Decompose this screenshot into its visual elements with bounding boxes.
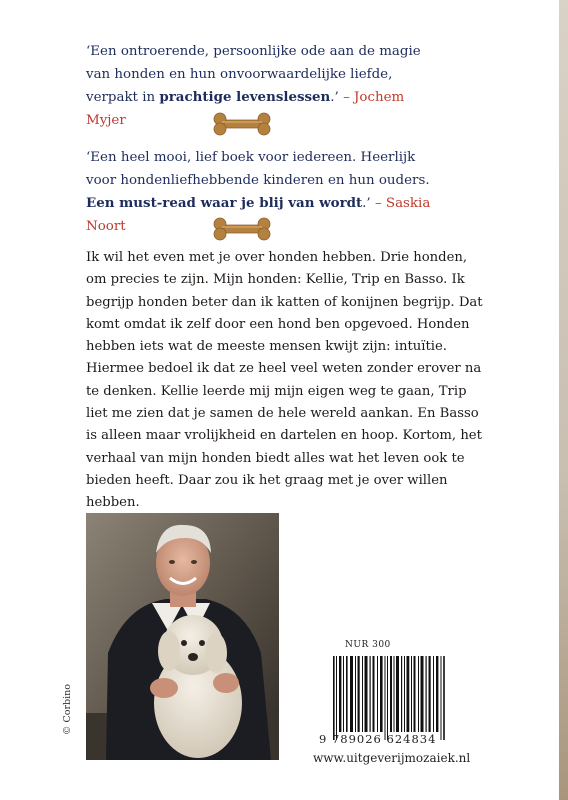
author-with-dog-image <box>86 513 279 760</box>
dog-bone-icon <box>212 112 272 136</box>
barcode-icon <box>333 656 445 740</box>
nur-code: NUR 300 <box>345 640 391 650</box>
blurb-text <box>86 247 486 515</box>
quote-text: ‘Een heel mooi, lief boek voor iedereen. Heerlijk voor hondenliefhebbende kinderen en hun ouders. <box>86 150 430 188</box>
photo-credit: © Corbino <box>62 683 73 735</box>
dog-bone-icon <box>212 217 272 241</box>
publisher-website: www.uitgeverijmozaiek.nl <box>313 751 471 765</box>
quote-bold-text: prachtige levenslessen <box>159 89 331 105</box>
quote-author: – Saskia Noort <box>86 196 431 234</box>
author-photo <box>86 513 279 760</box>
quote-bold-text: Een must-read waar je blij van wordt <box>86 195 363 211</box>
quote-text: ‘Een ontroerende, persoonlijke ode aan de magie van honden en hun onvoorwaardelijke liefde, verpakt in <box>86 44 421 105</box>
isbn-number: 9 789026 624834 <box>319 732 437 746</box>
quote-close: .’ <box>362 196 371 211</box>
blurb-paragraph: Ik wil het even met je over honden hebben. Drie honden, om precies te zijn. Mijn honden: Kellie, Trip en Basso. Ik begrijp honden beter dan ik katten of konijnen begrijp. Dat komt omdat ik zelf door een hond ben opgevoed. Honden hebben iets wat de meeste mensen kwijt zijn: intuïtie. Hiermee bedoel ik dat ze heel veel weten zonder erover na te denken. Kellie leerde mij mijn eigen weg te gaan, Trip liet me zien dat je samen de hele wereld aankan. En Basso is alleen maar vrolijkheid en dartelen en hoop. Kortom, het verhaal van mijn honden biedt alles wat het leven ook te bieden heeft. Daar zou ik het graag met je over willen hebben. <box>86 250 483 511</box>
cover-edge <box>559 0 568 800</box>
quote-author: – Jochem Myjer <box>86 90 405 128</box>
quote-close: .’ <box>330 90 339 105</box>
